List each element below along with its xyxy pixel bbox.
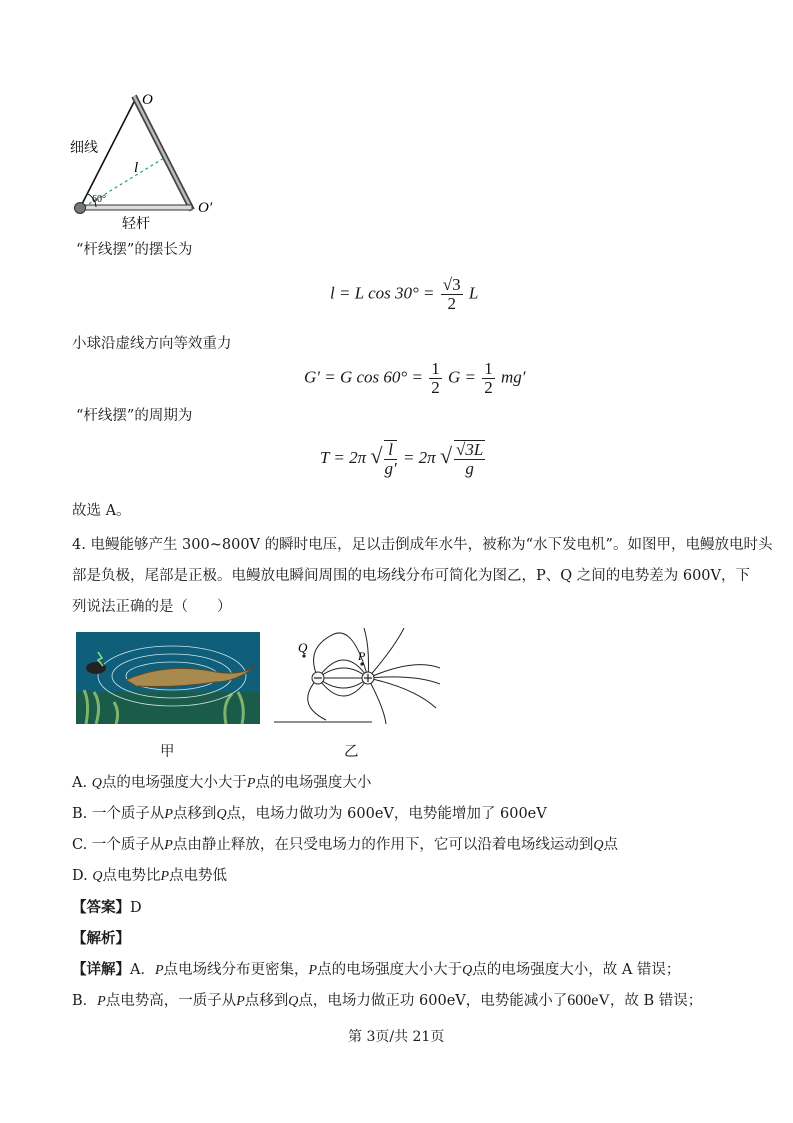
detail-b-sym2: P: [236, 994, 245, 1009]
option-d-prefix: D.: [72, 868, 88, 884]
detail-a-sym2: P: [308, 963, 318, 978]
equation-period: T = 2π √ $\frac{l}{g'}$ = 2π √ $\frac{√3L}{g}$: [320, 440, 484, 478]
detail-b-t0: B．: [72, 993, 98, 1009]
eq1-fraction: [441, 276, 463, 313]
pendulum-label-angle: 60°: [92, 194, 106, 205]
option-c: [72, 835, 618, 856]
detail-b-t2: 点移到: [244, 993, 289, 1009]
analysis-tag: 【解析】: [72, 930, 130, 947]
detail-tag: 【详解】: [72, 961, 130, 978]
figure-a-caption: 甲: [160, 744, 175, 760]
detail-a-sym3: Q: [462, 963, 473, 978]
eq2-den1: 2: [431, 378, 440, 397]
detail-a-t3: 点的电场强度大小，故 A 错误；: [472, 962, 681, 978]
option-b-text0: 一个质子从: [91, 806, 165, 822]
eq3-fraction-1: [384, 440, 396, 478]
option-b-text1: 点移到: [172, 806, 217, 822]
q4-line-3: 列说法正确的是（ ）: [72, 599, 232, 615]
answer-value: D: [130, 900, 142, 916]
equation-equivalent-gravity: [304, 360, 525, 397]
option-b-sym2: Q: [216, 807, 227, 822]
detail-a-line: [72, 960, 680, 981]
option-c-text2: 点: [603, 837, 618, 853]
option-c-sym1: P: [164, 838, 173, 853]
option-d-sym2: P: [160, 869, 170, 884]
answer-tag: 【答案】: [72, 899, 130, 916]
figure-b-caption: 乙: [344, 744, 359, 760]
eel-illustration: [76, 632, 260, 724]
detail-a-sym1: P: [154, 963, 164, 978]
answer-choice-line: 故选 A。: [72, 503, 131, 519]
option-a-text1: 点的电场强度大小大于: [101, 775, 247, 791]
field-line-diagram: [274, 628, 440, 724]
option-a-prefix: A.: [72, 775, 88, 791]
eq2-fraction-1: [429, 360, 442, 397]
pendulum-label-rod: 轻杆: [122, 216, 150, 232]
eq3-num2: √3L: [456, 440, 484, 459]
eq2-lhs: G′ = G cos 60° =: [304, 367, 423, 387]
detail-b-t4: ，故 B 错误；: [609, 993, 703, 1009]
equiv-gravity-intro: 小球沿虚线方向等效重力: [72, 336, 232, 352]
option-a-text2: 点的电场强度大小: [255, 775, 372, 791]
q4-line-1: 4. 电鳗能够产生 300~800V 的瞬时电压，足以击倒成年水牛，被称为“水下发电机”。如图甲，电鳗放电时头: [72, 537, 773, 553]
eq3-lhs: T = 2π: [320, 447, 367, 467]
field-label-Q: Q: [298, 640, 308, 655]
eq3-den1: g′: [384, 459, 397, 478]
pendulum-length-intro: “杆线摆”的摆长为: [76, 242, 193, 258]
detail-a-t2: 点的电场强度大小大于: [317, 962, 463, 978]
option-b-sym1: P: [164, 807, 173, 822]
eq1-den: 2: [447, 294, 456, 313]
option-a-sym1: Q: [91, 776, 102, 791]
eq3-mid: = 2π: [402, 447, 436, 467]
eq1-lhs: l = L cos 30° =: [330, 283, 435, 303]
eq1-num: √3: [442, 275, 461, 294]
detail-a-t0: A．: [130, 962, 155, 978]
option-c-prefix: C.: [72, 837, 88, 853]
eq2-fraction-2: [482, 360, 495, 397]
eq3-num1: l: [384, 441, 396, 460]
eq1-tail: L: [468, 283, 479, 303]
detail-b-t3: 点，电场力做正功 600eV，电势能减小了: [298, 993, 568, 1009]
detail-b-sym3: Q: [288, 994, 299, 1009]
detail-b-sym1: P: [97, 994, 106, 1009]
field-label-P: P: [358, 649, 366, 663]
eq2-tail: mg′: [500, 367, 526, 387]
option-b-prefix: B.: [72, 806, 88, 822]
eq2-mid: G =: [447, 367, 476, 387]
pendulum-label-O-prime: O′: [198, 200, 213, 216]
option-c-text1: 点由静止释放，在只受电场力的作用下，它可以沿着电场线运动到: [172, 837, 594, 853]
detail-b-t1: 点电势高，一质子从: [105, 993, 237, 1009]
answer-line: [72, 898, 142, 918]
option-c-text0: 一个质子从: [91, 837, 165, 853]
pendulum-label-O: O: [142, 92, 153, 108]
eq3-fraction-2: [454, 440, 485, 478]
option-c-sym2: Q: [593, 838, 604, 853]
option-a-sym2: P: [246, 776, 256, 791]
eq2-num1: 1: [431, 359, 440, 378]
option-d-text1: 点电势比: [102, 868, 161, 884]
pendulum-label-string: 细线: [70, 140, 98, 156]
detail-b-line: [72, 991, 702, 1012]
pendulum-figure: [66, 88, 226, 234]
option-d-sym1: Q: [92, 869, 103, 884]
option-d: [72, 866, 227, 887]
equation-pendulum-length: [330, 276, 478, 313]
q4-line-2: 部是负极，尾部是正极。电鳗放电瞬间周围的电场线分布可简化为图乙，P、Q 之间的电势差为 600V，下: [72, 568, 751, 584]
option-a: [72, 773, 371, 794]
detail-b-value: 600eV: [567, 992, 610, 1009]
eq2-num2: 1: [484, 359, 493, 378]
eq3-den2: g: [465, 459, 474, 478]
period-intro: “杆线摆”的周期为: [76, 408, 193, 424]
option-b-text2: 点，电场力做功为 600eV，电势能增加了 600eV: [226, 806, 547, 822]
pendulum-label-l: l: [134, 160, 139, 176]
page-footer: 第 3页/共 21页: [348, 1029, 445, 1045]
eq2-den2: 2: [484, 378, 493, 397]
option-d-text2: 点电势低: [169, 868, 228, 884]
option-b: [72, 804, 547, 825]
detail-a-t1: 点电场线分布更密集，: [163, 962, 309, 978]
